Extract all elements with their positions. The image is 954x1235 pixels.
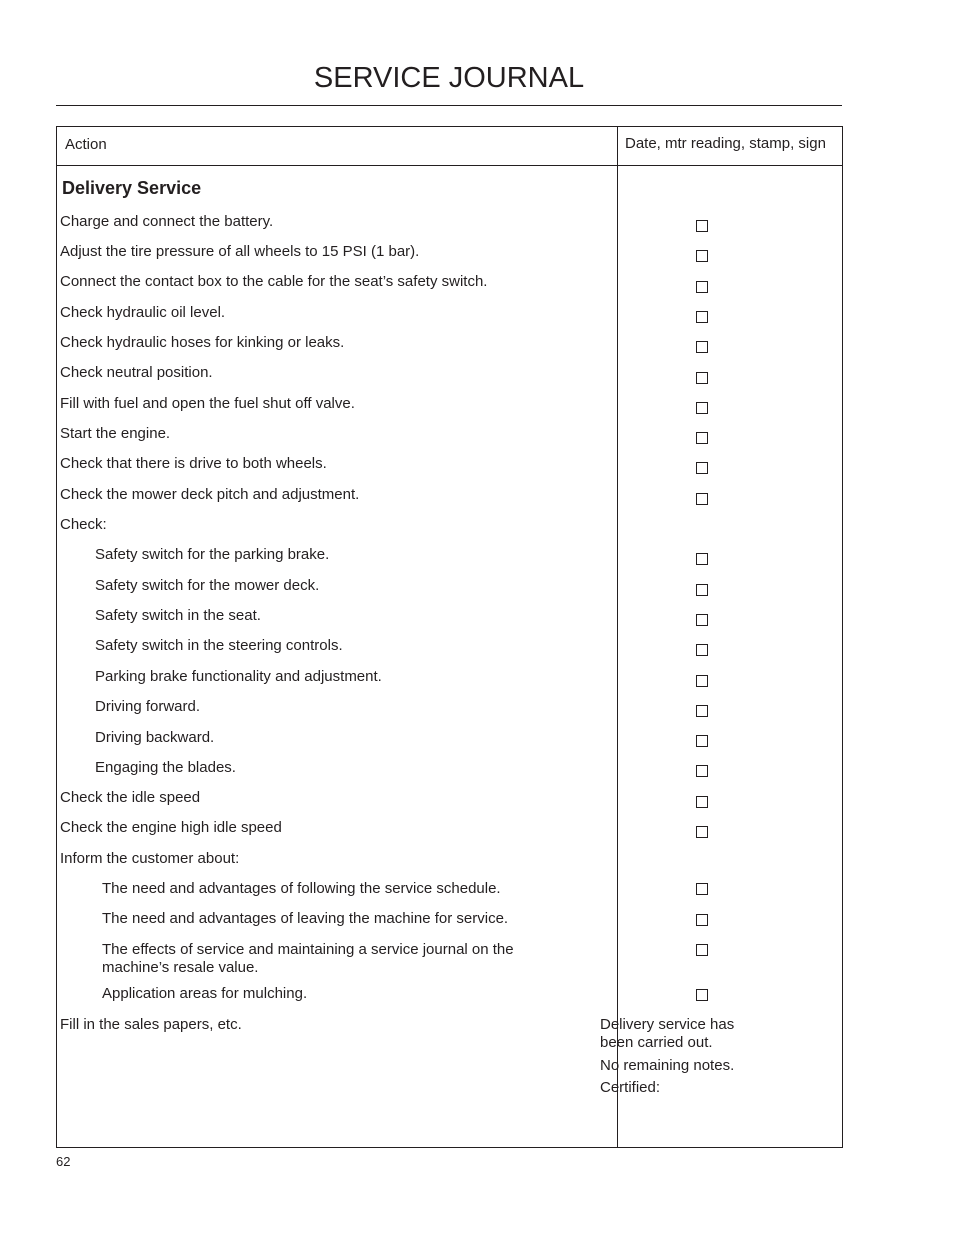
action-item: Adjust the tire pressure of all wheels to 15 PSI (1 bar). xyxy=(60,243,420,260)
action-subitem: Driving forward. xyxy=(95,698,201,715)
column-header-action: Action xyxy=(65,136,107,153)
action-item: Check hydraulic hoses for kinking or leaks. xyxy=(60,334,345,351)
action-item: Check the idle speed xyxy=(60,789,201,806)
action-item: Charge and connect the battery. xyxy=(60,213,274,230)
checkbox[interactable] xyxy=(696,250,708,262)
checkbox[interactable] xyxy=(696,826,708,838)
checkbox[interactable] xyxy=(696,705,708,717)
checkbox[interactable] xyxy=(696,341,708,353)
column-divider xyxy=(617,126,618,1147)
delivery-note: Delivery service has xyxy=(600,1016,735,1033)
checkbox[interactable] xyxy=(696,553,708,565)
checkbox[interactable] xyxy=(696,281,708,293)
action-subitem: The effects of service and maintaining a service journal on the xyxy=(102,941,514,958)
checkbox[interactable] xyxy=(696,462,708,474)
checkbox[interactable] xyxy=(696,584,708,596)
checkbox[interactable] xyxy=(696,989,708,1001)
action-item: Check hydraulic oil level. xyxy=(60,304,226,321)
action-subitem: Parking brake functionality and adjustment. xyxy=(95,668,382,685)
action-subitem: Safety switch for the parking brake. xyxy=(95,546,330,563)
action-subitem: Safety switch for the mower deck. xyxy=(95,577,320,594)
checkbox[interactable] xyxy=(696,765,708,777)
checkbox[interactable] xyxy=(696,493,708,505)
checkbox[interactable] xyxy=(696,644,708,656)
action-item: Connect the contact box to the cable for the seat’s safety switch. xyxy=(60,273,488,290)
checkbox[interactable] xyxy=(696,220,708,232)
checkbox[interactable] xyxy=(696,944,708,956)
action-item: Start the engine. xyxy=(60,425,171,442)
page-number: 62 xyxy=(56,1154,71,1169)
action-item: Check that there is drive to both wheels. xyxy=(60,455,327,472)
action-group-label: Check: xyxy=(60,516,107,533)
checkbox[interactable] xyxy=(696,735,708,747)
certified-label: Certified: xyxy=(600,1079,661,1096)
header-divider xyxy=(56,165,842,166)
action-subitem: The need and advantages of leaving the machine for service. xyxy=(102,910,509,927)
action-item: Check neutral position. xyxy=(60,364,213,381)
action-subitem: Driving backward. xyxy=(95,729,215,746)
delivery-note: been carried out. xyxy=(600,1034,713,1051)
action-item: Check the engine high idle speed xyxy=(60,819,282,836)
checkbox[interactable] xyxy=(696,675,708,687)
action-subitem: Safety switch in the steering controls. xyxy=(95,637,343,654)
action-item: Check the mower deck pitch and adjustment. xyxy=(60,486,360,503)
action-subitem: Engaging the blades. xyxy=(95,759,236,776)
checkbox[interactable] xyxy=(696,614,708,626)
action-subitem-continued: machine’s resale value. xyxy=(102,959,259,976)
column-header-date: Date, mtr reading, stamp, sign xyxy=(625,135,826,152)
action-item: Fill with fuel and open the fuel shut off valve. xyxy=(60,395,355,412)
action-subitem: Safety switch in the seat. xyxy=(95,607,261,624)
title-rule xyxy=(56,105,842,106)
page-title: SERVICE JOURNAL xyxy=(313,62,585,94)
checkbox[interactable] xyxy=(696,311,708,323)
checkbox[interactable] xyxy=(696,796,708,808)
action-subitem: Application areas for mulching. xyxy=(102,985,308,1002)
action-item: Fill in the sales papers, etc. xyxy=(60,1016,242,1033)
section-title: Delivery Service xyxy=(62,178,202,198)
checkbox[interactable] xyxy=(696,883,708,895)
remaining-notes: No remaining notes. xyxy=(600,1057,735,1074)
checkbox[interactable] xyxy=(696,402,708,414)
action-group-label: Inform the customer about: xyxy=(60,850,240,867)
checkbox[interactable] xyxy=(696,372,708,384)
checkbox[interactable] xyxy=(696,914,708,926)
action-subitem: The need and advantages of following the service schedule. xyxy=(102,880,501,897)
checkbox[interactable] xyxy=(696,432,708,444)
